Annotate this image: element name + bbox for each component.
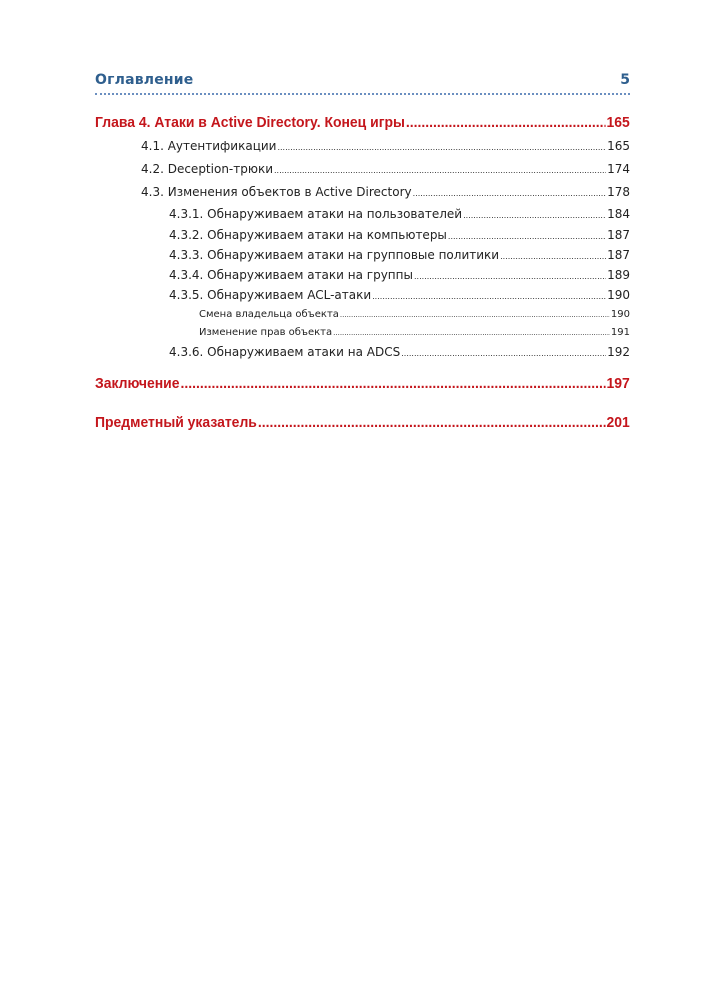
toc-entry-page: 165 xyxy=(606,114,630,131)
toc-entry-page: 197 xyxy=(606,375,630,392)
toc-section-4-3-3[interactable] xyxy=(169,248,630,262)
toc-entry-title: Заключение xyxy=(95,375,180,392)
toc-entry-page: 187 xyxy=(607,248,630,262)
toc-subsection-owner-change[interactable] xyxy=(199,309,630,320)
toc-entry-page: 201 xyxy=(606,414,630,431)
toc-section-4-3-2[interactable] xyxy=(169,228,630,242)
toc-entry-title: 4.3.5. Обнаруживаем ACL-атаки xyxy=(169,288,372,302)
dot-leader xyxy=(406,114,606,131)
toc-entry-title: Изменение прав объекта xyxy=(199,327,333,338)
dot-leader xyxy=(463,211,606,220)
toc-entry-page: 184 xyxy=(607,207,630,221)
toc-entry-title: 4.1. Аутентификации xyxy=(141,139,277,153)
toc-entry-page: 187 xyxy=(607,228,630,242)
toc-section-4-1[interactable] xyxy=(141,139,630,153)
toc-entry-page: 190 xyxy=(607,288,630,302)
header-title: Оглавление xyxy=(95,72,194,88)
toc-subject-index[interactable] xyxy=(95,414,630,431)
toc-section-4-3-5[interactable] xyxy=(169,288,630,302)
toc-entry-title: 4.3.2. Обнаруживаем атаки на компьютеры xyxy=(169,228,447,242)
toc-subsection-rights-change[interactable] xyxy=(199,327,630,338)
toc-entry-title: Смена владельца объекта xyxy=(199,309,339,320)
toc-section-4-3-1[interactable] xyxy=(169,207,630,221)
dot-leader xyxy=(500,252,606,261)
toc-entry-page: 191 xyxy=(610,327,630,338)
header-divider xyxy=(95,93,630,95)
dot-leader xyxy=(277,143,606,152)
toc-entry-title: Глава 4. Атаки в Active Directory. Конец игры xyxy=(95,114,405,131)
dot-leader xyxy=(414,272,606,281)
dot-leader xyxy=(258,414,606,431)
toc-chapter-4[interactable] xyxy=(95,114,630,131)
dot-leader xyxy=(372,292,606,301)
toc-entry-title: 4.3.6. Обнаруживаем атаки на ADCS xyxy=(169,345,401,359)
toc-entry-title: 4.3. Изменения объектов в Active Directory xyxy=(141,185,412,199)
toc-entry-page: 189 xyxy=(607,268,630,282)
toc-section-4-3-4[interactable] xyxy=(169,268,630,282)
header-page-number: 5 xyxy=(620,72,630,88)
toc-section-4-3-6[interactable] xyxy=(169,345,630,359)
dot-leader xyxy=(401,349,606,358)
toc-entry-title: 4.3.3. Обнаруживаем атаки на групповые политики xyxy=(169,248,500,262)
toc-section-4-3[interactable] xyxy=(141,185,630,199)
dot-leader xyxy=(448,232,606,241)
toc-entry-page: 178 xyxy=(607,185,630,199)
toc-entry-page: 190 xyxy=(610,309,630,320)
toc-section-4-2[interactable] xyxy=(141,162,630,176)
toc-entry-page: 165 xyxy=(607,139,630,153)
dot-leader xyxy=(333,329,610,337)
toc-entry-title: 4.2. Deception-трюки xyxy=(141,162,274,176)
dot-leader xyxy=(274,166,606,175)
dot-leader xyxy=(413,189,606,198)
page-header xyxy=(95,70,630,92)
toc-entry-page: 174 xyxy=(607,162,630,176)
toc-entry-title: Предметный указатель xyxy=(95,414,257,431)
toc-entry-page: 192 xyxy=(607,345,630,359)
toc-conclusion[interactable] xyxy=(95,375,630,392)
dot-leader xyxy=(180,375,605,392)
toc-entry-title: 4.3.1. Обнаруживаем атаки на пользователей xyxy=(169,207,463,221)
toc-entry-title: 4.3.4. Обнаруживаем атаки на группы xyxy=(169,268,413,282)
dot-leader xyxy=(340,311,610,319)
